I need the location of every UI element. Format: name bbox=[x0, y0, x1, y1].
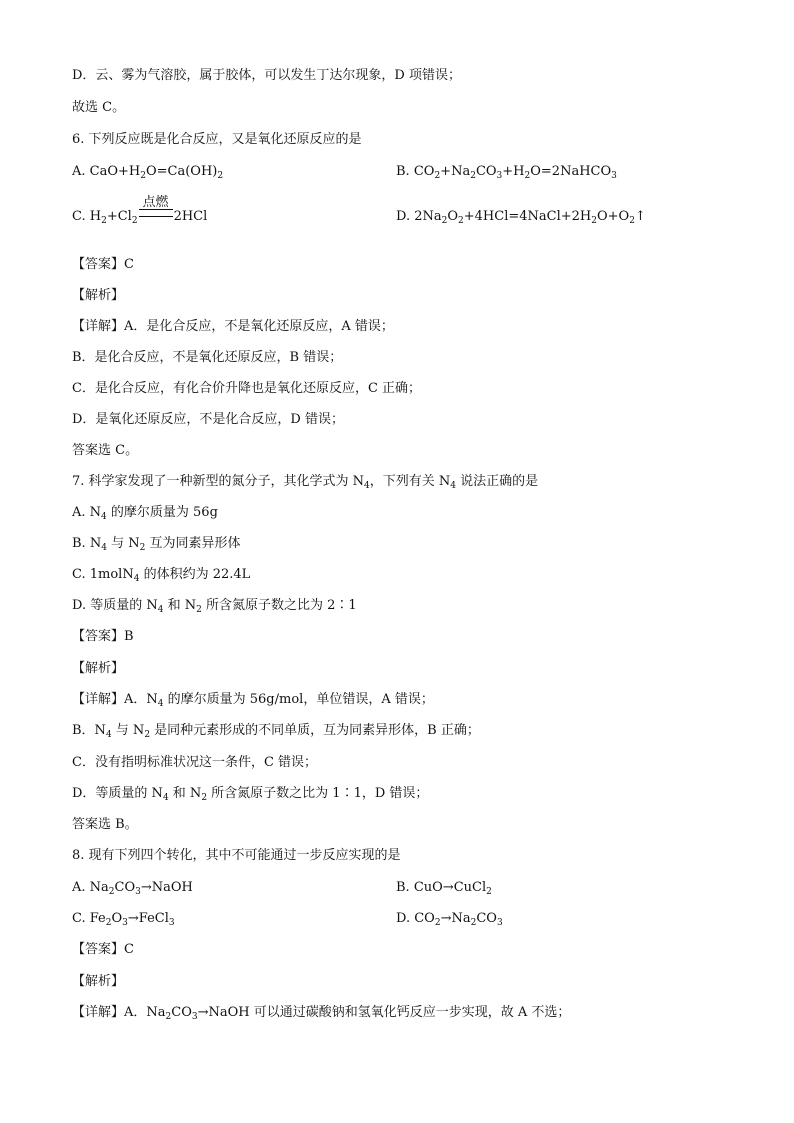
q6-detail-a: 【详解】A．是化合反应，不是氧化还原反应，A 错误； bbox=[72, 319, 394, 334]
q8-option-c: C. $Fe_2O_3\to FeCl_3$ bbox=[72, 911, 175, 928]
q7-detail-d: D．等质量的 $N_4$ 和 $N_2$ 所含氮原子数之比为 1∶1，D 错误； bbox=[72, 786, 429, 803]
reaction-condition: 点燃 bbox=[142, 195, 169, 210]
q7-option-b: B. $N_4$ 与 $N_2$ 互为同素异形体 bbox=[72, 536, 241, 553]
q7-option-c: C. 1molN$_4$ 的体积约为 22.4L bbox=[72, 567, 251, 584]
q8-detail-a: 【详解】A．$Na_2CO_3\to NaOH$ 可以通过碳酸钠和氢氧化钙反应一步实现，故 A 不选； bbox=[72, 1005, 571, 1022]
q8-option-b: B. CuO→CuCl$_2$ bbox=[396, 880, 492, 897]
q6-option-a: A. $CaO+H_2O=Ca(OH)_2$ bbox=[72, 164, 224, 181]
reaction-condition-arrow bbox=[139, 195, 173, 217]
question-7-stem: 7. 科学家发现了一种新型的氮分子，其化学式为 $N_4$，下列有关 $N_4$ 说法正确的是 bbox=[72, 474, 539, 491]
q8-analysis-heading: 【解析】 bbox=[72, 974, 125, 989]
q7-answer: 【答案】B bbox=[72, 629, 134, 644]
q6-analysis-heading: 【解析】 bbox=[72, 288, 125, 303]
q6-detail-b: B．是化合反应，不是氧化还原反应，B 错误； bbox=[72, 350, 343, 365]
question-6-stem: 6. 下列反应既是化合反应，又是氧化还原反应的是 bbox=[72, 132, 362, 147]
q6-option-b: B. $CO_2+Na_2CO_3+H_2O=2NaHCO_3$ bbox=[396, 164, 617, 181]
q7-conclusion: 答案选 B。 bbox=[72, 817, 138, 832]
q7-analysis-heading: 【解析】 bbox=[72, 661, 125, 676]
conclusion: 故选 C。 bbox=[72, 100, 126, 115]
q6-detail-c: C．是化合反应，有化合价升降也是氧化还原反应，C 正确； bbox=[72, 381, 422, 396]
question-8-stem: 8. 现有下列四个转化，其中不可能通过一步反应实现的是 bbox=[72, 848, 401, 863]
option-d-explanation: D．云、雾为气溶胶，属于胶体，可以发生丁达尔现象，D 项错误； bbox=[72, 68, 461, 83]
q6-option-c: C. $H_2+Cl_2$ 点燃 2HCl bbox=[72, 195, 208, 226]
q7-detail-c: C．没有指明标准状况这一条件，C 错误； bbox=[72, 755, 318, 770]
q6-option-d: D. $2Na_2O_2+4HCl=4NaCl+2H_2O+O_2↑$ bbox=[396, 209, 646, 226]
q6-detail-d: D．是氧化还原反应，不是化合反应，D 错误； bbox=[72, 412, 344, 427]
q7-option-d: D. 等质量的 $N_4$ 和 $N_2$ 所含氮原子数之比为 2∶1 bbox=[72, 598, 357, 615]
q8-option-a: A. $Na_2CO_3\to NaOH$ bbox=[72, 880, 193, 897]
q8-answer: 【答案】C bbox=[72, 942, 134, 957]
q8-option-d: D. $CO_2\to Na_2CO_3$ bbox=[396, 911, 503, 928]
q7-detail-a: 【详解】A．$N_4$ 的摩尔质量为 56g/mol，单位错误，A 错误； bbox=[72, 692, 434, 709]
q6-answer: 【答案】C bbox=[72, 257, 134, 272]
q6-conclusion: 答案选 C。 bbox=[72, 443, 139, 458]
q7-option-a: A. $N_4$ 的摩尔质量为 56g bbox=[72, 505, 218, 522]
q7-detail-b: B．$N_4$ 与 $N_2$ 是同种元素形成的不同单质，互为同素异形体，B 正确； bbox=[72, 723, 480, 740]
